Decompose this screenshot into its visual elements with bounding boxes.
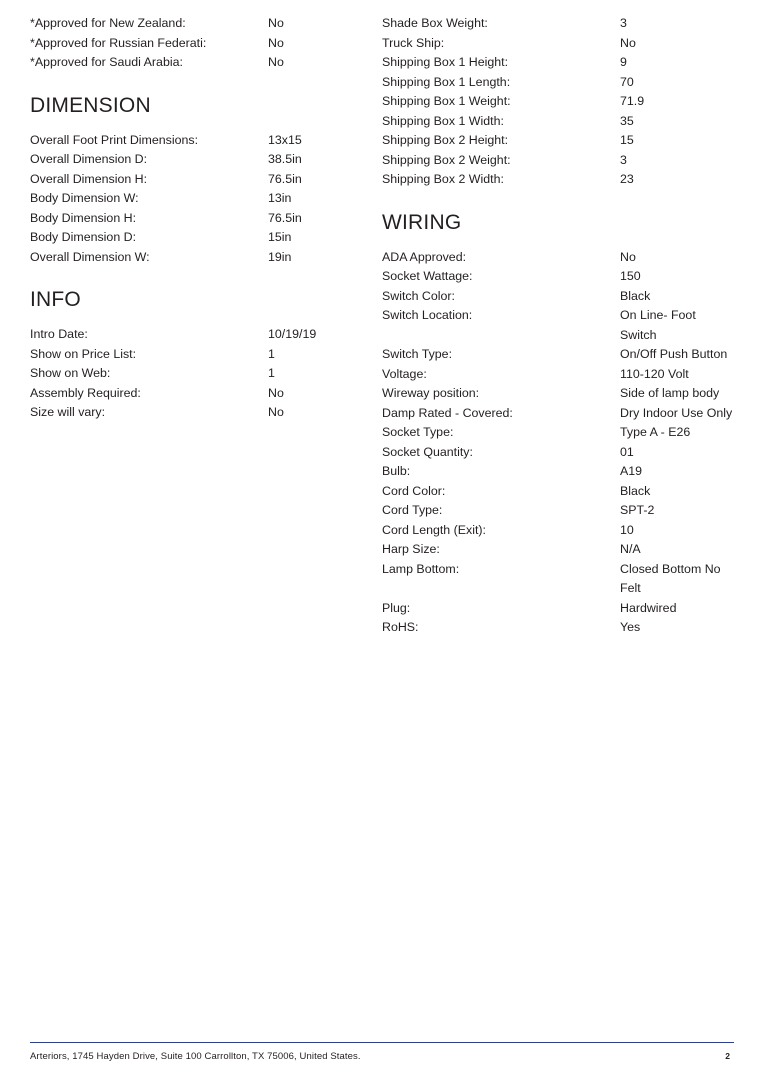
spec-row: [382, 14, 734, 34]
spec-value: Side of lamp body: [620, 386, 720, 400]
two-column-layout: [30, 14, 734, 638]
spec-value: Black: [620, 288, 651, 303]
spec-label: Shipping Box 1 Width:: [382, 113, 504, 128]
spec-label: Shipping Box 1 Height:: [382, 55, 509, 69]
spec-value: Closed Bottom No Felt: [620, 561, 721, 595]
spec-row: [382, 462, 734, 482]
spec-label: Lamp Bottom:: [382, 561, 460, 576]
spec-label: Overall Dimension D:: [30, 152, 148, 166]
spec-row: [382, 112, 734, 132]
spec-label: Show on Web:: [30, 366, 111, 380]
spec-row: [382, 404, 734, 424]
spec-value: 35: [620, 113, 634, 128]
spec-row: [382, 306, 734, 345]
spec-row: [30, 403, 382, 423]
spec-value: 3: [620, 16, 627, 30]
spec-value: No: [268, 55, 284, 69]
spec-label: Shipping Box 1 Length:: [382, 74, 511, 89]
spec-row: [30, 150, 382, 170]
spec-label: Harp Size:: [382, 542, 440, 556]
spec-row: [382, 170, 734, 190]
spec-row: [382, 151, 734, 171]
spec-row: [382, 618, 734, 638]
spec-value: 15in: [268, 230, 292, 244]
spec-label: Shipping Box 2 Weight:: [382, 152, 511, 167]
spec-row: [30, 384, 382, 404]
section-heading-wiring: WIRING: [382, 210, 462, 234]
spec-row: [30, 34, 382, 54]
spec-value: 15: [620, 133, 634, 147]
spec-value: No: [620, 35, 636, 50]
spec-label: *Approved for New Zealand:: [30, 16, 186, 30]
section-heading-info: INFO: [30, 288, 81, 311]
spec-row: [382, 34, 734, 54]
spec-row: [382, 560, 734, 599]
spec-value: 71.9: [620, 94, 645, 108]
spec-row: [382, 384, 734, 404]
spec-label: Body Dimension W:: [30, 191, 139, 205]
spec-value: 10: [620, 522, 634, 537]
spec-value: No: [268, 405, 284, 419]
spec-row: [382, 521, 734, 541]
spec-row: [30, 189, 382, 209]
spec-value: 3: [620, 152, 627, 167]
spec-value: 10/19/19: [268, 327, 317, 341]
spec-row: [382, 482, 734, 502]
spec-value: No: [268, 385, 284, 400]
spec-label: Switch Type:: [382, 347, 453, 361]
spec-row: [382, 248, 734, 268]
page-number: 2: [725, 1051, 730, 1061]
spec-row: [382, 501, 734, 521]
spec-value: Hardwired: [620, 600, 677, 615]
info-group: [30, 325, 382, 423]
spec-label: Shipping Box 1 Weight:: [382, 94, 511, 108]
spec-row: [382, 92, 734, 112]
footer-divider: [30, 1042, 734, 1043]
spec-label: Intro Date:: [30, 327, 88, 341]
spec-row: [30, 364, 382, 384]
spec-row: [382, 287, 734, 307]
spec-value: On/Off Push Button: [620, 347, 728, 361]
spec-label: Damp Rated - Covered:: [382, 405, 513, 420]
spec-value: On Line- Foot Switch: [620, 308, 696, 342]
spec-label: *Approved for Russian Federati:: [30, 35, 207, 50]
spec-row: [30, 228, 382, 248]
spec-value: Black: [620, 483, 651, 498]
spec-row: [30, 53, 382, 73]
section-heading-dimension: DIMENSION: [30, 93, 151, 117]
company-address: Arteriors, 1745 Hayden Drive, Suite 100 Carrollton, TX 75006, United States.: [30, 1051, 361, 1062]
spec-label: Voltage:: [382, 366, 427, 381]
right-column: [382, 14, 734, 638]
spec-label: Overall Dimension H:: [30, 171, 148, 186]
spec-label: Switch Location:: [382, 308, 473, 322]
approvals-group: [30, 14, 382, 73]
spec-label: Switch Color:: [382, 288, 455, 303]
spec-label: Body Dimension D:: [30, 230, 137, 244]
spec-label: Cord Length (Exit):: [382, 522, 486, 537]
left-column: [30, 14, 382, 423]
spec-value: Type A - E26: [620, 425, 691, 439]
spec-label: Overall Foot Print Dimensions:: [30, 132, 199, 147]
spec-value: Yes: [620, 620, 641, 634]
spec-row: [382, 53, 734, 73]
spec-label: Cord Type:: [382, 503, 443, 517]
spec-value: 70: [620, 74, 634, 89]
spec-label: Body Dimension H:: [30, 210, 137, 225]
spec-value: 13x15: [268, 132, 302, 147]
spec-label: Truck Ship:: [382, 35, 445, 50]
spec-label: Plug:: [382, 600, 411, 615]
spec-value: A19: [620, 464, 643, 478]
spec-value: Dry Indoor Use Only: [620, 405, 733, 420]
spec-row: [382, 131, 734, 151]
spec-row: [30, 325, 382, 345]
footer-content: [30, 1051, 734, 1062]
spec-row: [382, 365, 734, 385]
spec-label: Show on Price List:: [30, 346, 137, 361]
shipping-group: [382, 14, 734, 190]
spec-value: No: [268, 35, 284, 50]
spec-value: 1: [268, 366, 275, 380]
spec-value: N/A: [620, 542, 641, 556]
spec-row: [382, 345, 734, 365]
page-footer: [30, 1042, 734, 1062]
spec-value: No: [268, 16, 284, 30]
spec-row: [30, 14, 382, 34]
spec-label: ADA Approved:: [382, 249, 467, 264]
spec-row: [30, 131, 382, 151]
spec-value: SPT-2: [620, 503, 655, 517]
spec-value: 76.5in: [268, 210, 302, 225]
spec-value: 38.5in: [268, 152, 302, 166]
spec-label: Socket Quantity:: [382, 444, 473, 459]
spec-row: [30, 170, 382, 190]
spec-value: 23: [620, 172, 634, 186]
spec-row: [382, 73, 734, 93]
spec-row: [382, 423, 734, 443]
spec-label: Shade Box Weight:: [382, 16, 488, 30]
spec-row: [382, 443, 734, 463]
spec-value: No: [620, 249, 636, 264]
spec-label: Shipping Box 2 Height:: [382, 133, 509, 147]
spec-label: Overall Dimension W:: [30, 249, 150, 264]
spec-row: [382, 267, 734, 287]
wiring-group: [382, 248, 734, 638]
spec-label: Cord Color:: [382, 483, 446, 498]
spec-value: 9: [620, 55, 627, 69]
spec-value: 150: [620, 269, 641, 283]
spec-value: 110-120 Volt: [620, 366, 689, 381]
spec-label: Socket Wattage:: [382, 269, 473, 283]
spec-label: Wireway position:: [382, 386, 480, 400]
spec-row: [30, 248, 382, 268]
spec-label: *Approved for Saudi Arabia:: [30, 55, 183, 69]
spec-value: 19in: [268, 249, 292, 264]
spec-value: 13in: [268, 191, 292, 205]
spec-row: [30, 209, 382, 229]
spec-label: Shipping Box 2 Width:: [382, 172, 504, 186]
spec-value: 01: [620, 444, 634, 459]
spec-label: Bulb:: [382, 464, 411, 478]
spec-label: Assembly Required:: [30, 385, 141, 400]
spec-row: [30, 345, 382, 365]
spec-value: 76.5in: [268, 171, 302, 186]
spec-label: Socket Type:: [382, 425, 454, 439]
spec-row: [382, 599, 734, 619]
spec-row: [382, 540, 734, 560]
spec-label: RoHS:: [382, 620, 419, 634]
spec-label: Size will vary:: [30, 405, 106, 419]
dimension-group: [30, 131, 382, 268]
spec-value: 1: [268, 346, 275, 361]
